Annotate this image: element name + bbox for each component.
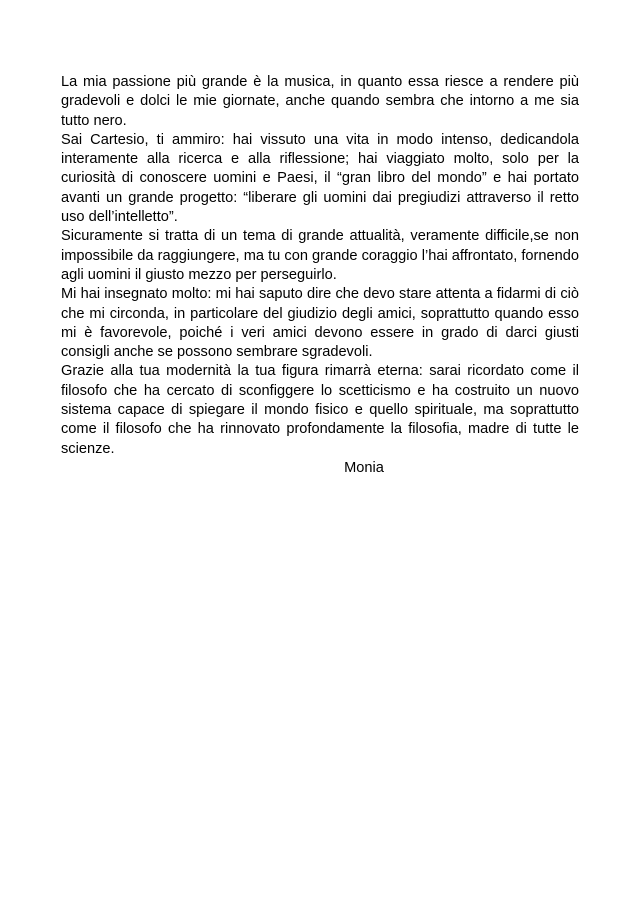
paragraph-topicality: Sicuramente si tratta di un tema di grande attualità, veramente difficile,se non impossibile da raggiungere, ma tu con grande coraggio l’hai affrontato, fornendo agli uomini il giusto mezzo per perseguirlo.: [61, 228, 579, 283]
paragraph-music: La mia passione più grande è la musica, in quanto essa riesce a rendere più gradevoli e dolci le mie giornate, anche quando sembra che intorno a me sia tutto nero.: [61, 74, 579, 129]
letter-body: [61, 73, 579, 478]
paragraph-admiration: Sai Cartesio, ti ammiro: hai vissuto una vita in modo intenso, dedicandola interamente alla ricerca e alla riflessione; hai viaggiato molto, solo per la curiosità di conoscere uomini e Paesi, il “gran libro del mondo” e hai portato avanti un grande progetto: “liberare gli uomini dai pregiudizi attraverso il retto uso dell’intelletto”.: [61, 131, 579, 226]
paragraph-modernity: Grazie alla tua modernità la tua figura rimarrà eterna: sarai ricordato come il filosofo che ha cercato di sconfiggere lo scetticismo e ha costruito un nuovo sistema capace di spiegare il mondo fisico e quello spirituale, ma soprattutto come il filosofo che ha rinnovato profondamente la filosofia, madre di tutte le scienze.: [61, 363, 579, 457]
paragraph-lessons: Mi hai insegnato molto: mi hai saputo dire che devo stare attenta a fidarmi di ciò che mi circonda, in particolare del giudizio degli amici, soprattutto quando esso mi è favorevole, poiché i veri amici devono essere in grado di darci giusti consigli anche se possono sembrare sgradevoli.: [61, 286, 579, 361]
signature: Monia: [344, 459, 384, 476]
